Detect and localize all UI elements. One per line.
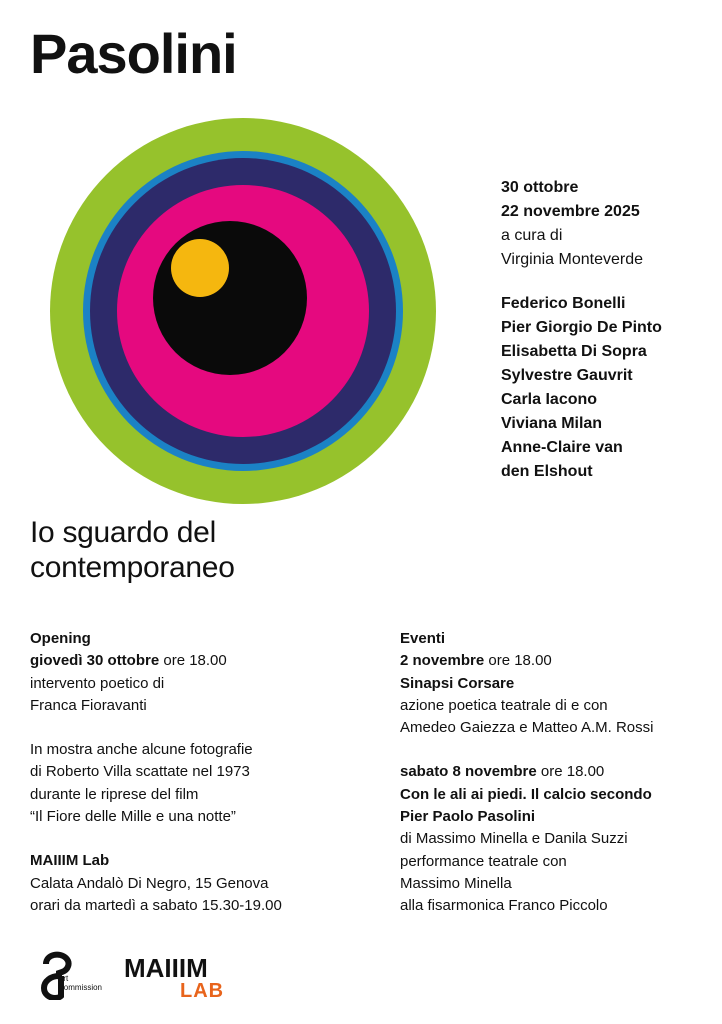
event2-line: Massimo Minella [400, 874, 512, 892]
event2-time: ore 18.00 [536, 763, 605, 781]
art-commission-line: Art [58, 974, 69, 983]
subtitle-line: contemporaneo [30, 551, 235, 584]
artist-name: Sylvestre Gauvrit [501, 367, 633, 384]
artist-name: Pier Giorgio De Pinto [501, 319, 662, 336]
artist-name: Viviana Milan [501, 415, 603, 432]
photo-note-line: di Roberto Villa scattate nel 1973 [30, 763, 250, 781]
art-commission-logo [40, 950, 120, 1000]
start-date: 30 ottobre [501, 179, 579, 196]
artist-name: den Elshout [501, 463, 593, 480]
opening-line: intervento poetico di [30, 674, 165, 692]
end-date: 22 novembre 2025 [501, 203, 640, 220]
subtitle-line: Io sguardo del [30, 516, 216, 549]
event1-date: 2 novembre [400, 652, 485, 670]
artist-name: Federico Bonelli [501, 295, 626, 312]
venue-name: MAIIIM Lab [30, 852, 110, 870]
event2-datetime [400, 761, 720, 783]
event2-title: Con le ali ai piedi. Il calcio secondo [400, 785, 652, 803]
venue-hours: orari da martedì a sabato 15.30-19.00 [30, 896, 282, 914]
opening-heading: Opening [30, 630, 91, 647]
pupil [153, 221, 307, 375]
exhibition-info [501, 176, 643, 272]
events-section [400, 628, 720, 918]
artists-list [501, 292, 662, 484]
events-heading: Eventi [400, 630, 446, 647]
photo-note-line: In mostra anche alcune fotografie [30, 741, 253, 759]
opening-datetime [30, 650, 370, 672]
art-commission-text [58, 974, 102, 992]
artist-name: Elisabetta Di Sopra [501, 343, 647, 360]
curator-label: a cura di [501, 227, 563, 244]
event1-title: Sinapsi Corsare [400, 674, 515, 692]
opening-line: Franca Fioravanti [30, 696, 147, 714]
art-commission-line: Commission [58, 983, 103, 992]
artist-name: Anne-Claire van [501, 439, 623, 456]
maiiim-lab-logo [124, 955, 234, 1000]
photo-note-line: durante le riprese del film [30, 785, 199, 803]
event1-datetime [400, 650, 720, 672]
event2-line: di Massimo Minella e Danila Suzzi [400, 830, 628, 848]
event1-time: ore 18.00 [484, 652, 552, 670]
event1-line: Amedeo Gaiezza e Matteo A.M. Rossi [400, 719, 654, 737]
event1-line: azione poetica teatrale di e con [400, 696, 608, 714]
lab-wordmark: LAB [180, 980, 225, 1002]
event2-line: alla fisarmonica Franco Piccolo [400, 897, 608, 915]
opening-day: giovedì 30 ottobre [30, 652, 160, 670]
highlight [171, 239, 229, 297]
photo-note-line: “Il Fiore delle Mille e una notte” [30, 808, 236, 826]
opening-section [30, 628, 370, 917]
event2-date: sabato 8 novembre [400, 763, 537, 781]
venue-address: Calata Andalò Di Negro, 15 Genova [30, 874, 269, 892]
event2-line: performance teatrale con [400, 852, 567, 870]
opening-time: ore 18.00 [159, 652, 227, 670]
event2-title: Pier Paolo Pasolini [400, 808, 536, 826]
page-title: Pasolini [30, 22, 237, 85]
concentric-eye-artwork [50, 118, 440, 508]
artist-name: Carla Iacono [501, 391, 598, 408]
curator-name: Virginia Monteverde [501, 251, 644, 268]
exhibition-subtitle [30, 515, 235, 585]
maiiim-wordmark: MAIIIM [124, 953, 208, 983]
